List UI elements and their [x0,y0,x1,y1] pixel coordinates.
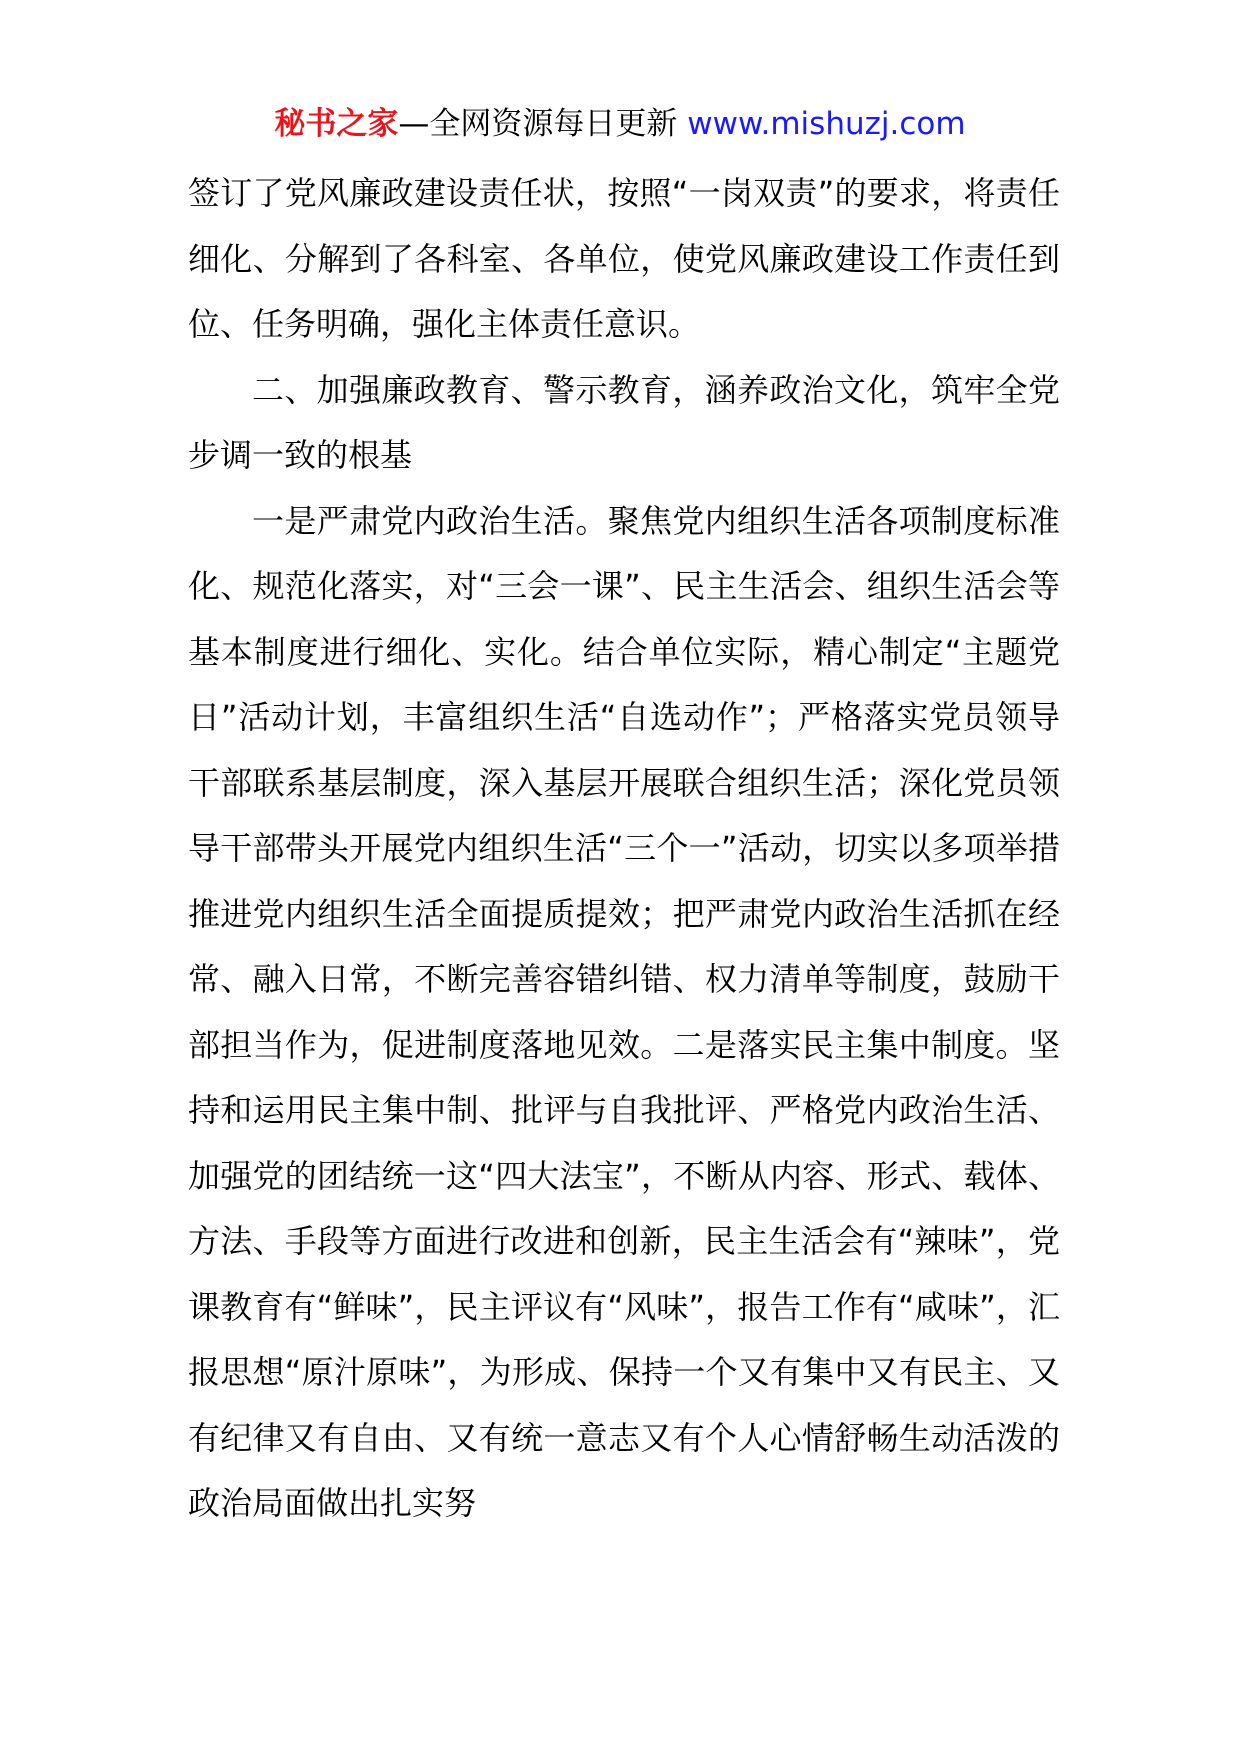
header-url-link[interactable]: www.mishuzj.com [687,106,966,142]
header-slogan: —全网资源每日更新 [398,106,688,142]
page-header [0,102,1240,146]
paragraph-continuation: 签订了党风廉政建设责任状，按照“一岗双责”的要求，将责任细化、分解到了各科室、各单位，使党风廉政建设工作责任到位、任务明确，强化主体责任意识。 [188,174,1060,343]
header-brand: 秘书之家 [274,106,399,142]
document-body [188,161,1060,1537]
section-heading: 二、加强廉政教育、警示教育，涵养政治文化，筑牢全党步调一致的根基 [188,370,1060,474]
paragraph: 一是严肃党内政治生活。聚焦党内组织生活各项制度标准化、规范化落实，对“三会一课”、民主生活会、组织生活会等基本制度进行细化、实化。结合单位实际，精心制定“主题党日”活动计划，丰富组织生活“自选动作”；严格落实党员领导干部联系基层制度，深入基层开展联合组织生活；深化党员领导干部带头开展党内组织生活“三个一”活动，切实以多项举措推进党内组织生活全面提质提效；把严肃党内政治生活抓在经常、融入日常，不断完善容错纠错、权力清单等制度，鼓励干部担当作为，促进制度落地见效。二是落实民主集中制度。坚持和运用民主集中制、批评与自我批评、严格党内政治生活、加强党的团结统一这“四大法宝”，不断从内容、形式、载体、方法、手段等方面进行改进和创新，民主生活会有“辣味”，党课教育有“鲜味”，民主评议有“风味”，报告工作有“咸味”，汇报思想“原汁原味”，为形成、保持一个又有集中又有民主、又有纪律又有自由、又有统一意志又有个人心情舒畅生动活泼的政治局面做出扎实努 [188,501,1060,1522]
